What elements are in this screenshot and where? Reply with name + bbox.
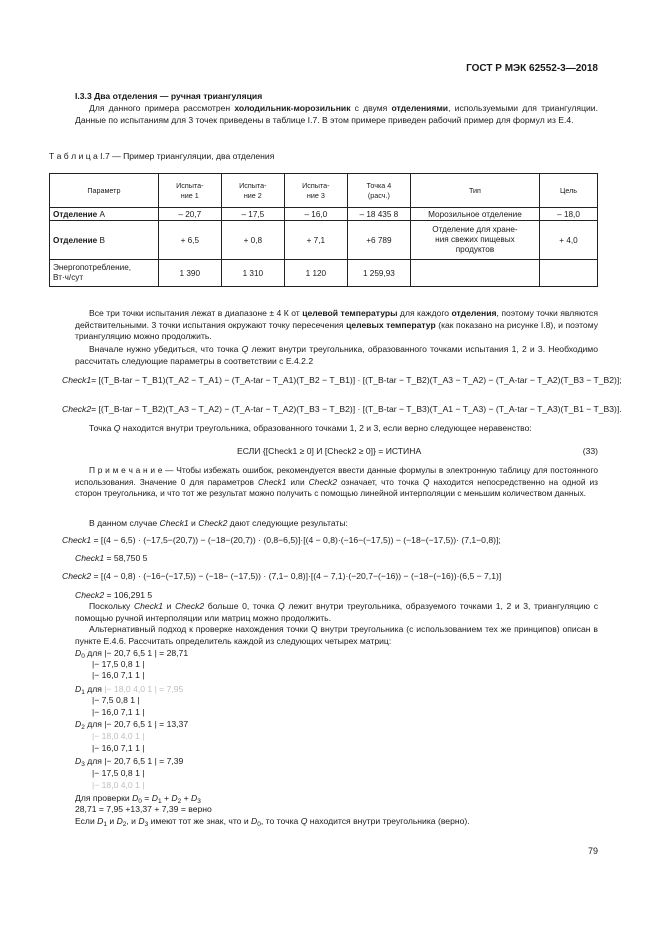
row-type: Морозильное отделение [410, 208, 539, 221]
section-title: I.3.3 Два отделения — ручная триангуляция [75, 91, 263, 101]
row-v2: 1 310 [221, 260, 284, 287]
row-v3: + 7,1 [284, 221, 347, 260]
col-header-param: Параметр [50, 174, 159, 208]
row-v2: – 17,5 [221, 208, 284, 221]
page-number: 79 [587, 846, 598, 856]
row-param: Энергопотребление, Вт·ч/сут [50, 260, 159, 287]
equation-check2: Check2= [(T_B-tar − T_B2)(T_A3 − T_A2) − (T_A-tar − T_A2)(T_B3 − T_B2)] · [(T_B-tar − T_B3)(T_A1 − T_A3) − (T_A-tar − T_A3)(T_B1 − T_B3)]. [62, 404, 622, 414]
equation-number: (33) [582, 446, 598, 456]
col-header-type: Тип [410, 174, 539, 208]
matrix-d0-row-1: $D_0$ для |− 20,7 6,5 1 | = 28,71 [75, 648, 189, 660]
col-header-target: Цель [540, 174, 598, 208]
calculation-check1: Check1 = [(4 − 6,5) · (−17,5−(20,7)) − (−18−(20,7)) · (0,8−6,5)]·[(4 − 0,8)·(−16−(−17,5)) − (−18−(−17,5))· (7,1−0,8)]; [62, 535, 501, 545]
row-v1: – 20,7 [158, 208, 221, 221]
row-v1: + 6,5 [158, 221, 221, 260]
paragraph-results-intro: В данном случае Check1 и Check2 дают следующие результаты: [89, 518, 348, 528]
data-table [49, 173, 598, 287]
paragraph-alternative: Альтернативный подход к проверке нахождения точки Q внутри треугольника (с использованием тех же принципов) описан в пункте Е.4.6. Рассчитать определитель каждой из следующих четырех матриц: [75, 624, 598, 646]
matrix-d3-row-2: |− 17,5 0,8 1 | [92, 768, 145, 778]
matrix-d0-row-2: |− 17,5 0,8 1 | [92, 659, 145, 669]
row-v2: + 0,8 [221, 221, 284, 260]
row-v1: 1 390 [158, 260, 221, 287]
row-target [540, 260, 598, 287]
col-header-point4: Точка 4 (расч.) [347, 174, 410, 208]
result-check1: Check1 = 58,750 5 [75, 553, 148, 563]
col-header-test3: Испыта- ние 3 [284, 174, 347, 208]
final-statement: Если $D_1$ и $D_2$, и $D_3$ имеют тот же знак, что и $D_0$, то точка Q находится внутри треугольника (верно). [75, 816, 470, 828]
row-target: – 18,0 [540, 208, 598, 221]
row-v3: – 16,0 [284, 208, 347, 221]
col-header-test1: Испыта- ние 1 [158, 174, 221, 208]
paragraph-conclusion: Поскольку Check1 и Check2 больше 0, точка Q лежит внутри треугольника, образуемого точками 1, 2 и 3, триангуляцию с помощью ручной интерполяции или матриц можно продолжить. [75, 601, 598, 623]
row-v3: 1 120 [284, 260, 347, 287]
matrix-d2-row-3: |− 16,0 7,1 1 | [92, 743, 145, 753]
paragraph-validity: Все три точки испытания лежат в диапазоне ± 4 К от целевой температуры для каждого отделения, поэтому точки являются действительными. 3 точки испытания окружают точку пересечения целевых температур (как показано на рисунке I.8), и поэтому триангуляцию можно продолжить. [75, 308, 599, 342]
row-type: Отделение для хране- ния свежих пищевых продуктов [410, 221, 539, 260]
matrix-d1-row-1: $D_1$ для |− 18,0 4,0 1 | = 7,95 [75, 684, 184, 696]
matrix-d1-row-3: |− 16,0 7,1 1 | [92, 707, 145, 717]
sum-verification: 28,71 = 7,95 +13,37 + 7,39 = верно [75, 804, 212, 814]
document-header: ГОСТ Р МЭК 62552-3—2018 [466, 63, 598, 74]
condition-formula: ЕСЛИ {[Check1 ≥ 0] И [Check2 ≥ 0]} = ИСТИНА [237, 446, 422, 456]
matrix-d0-row-3: |− 16,0 7,1 1 | [92, 670, 145, 680]
table-caption: Т а б л и ц а I.7 — Пример триангуляции, два отделения [49, 151, 275, 161]
row-param: Отделение B [50, 221, 159, 260]
row-v4: 1 259,93 [347, 260, 410, 287]
matrix-d2-row-2: |− 18,0 4,0 1 | [92, 731, 145, 741]
note-paragraph: П р и м е ч а н и е — Чтобы избежать ошибок, рекомендуется ввести данные формулы в электронную таблицу для постоянного использования. Значение 0 для параметров Check1 или Check2 означает, что точка Q находится непосредственно на одной из сторон треугольника, и что тот же результат можно получить с помощью линейной интерполяции с меньшим количеством данных. [75, 465, 598, 499]
check-sum-line: Для проверки $D_0 = D_1 + D_2 + D_3$ [75, 793, 201, 805]
col-header-test2: Испыта- ние 2 [221, 174, 284, 208]
table-header-row [50, 174, 598, 208]
matrix-d1-row-2: |− 7,5 0,8 1 | [92, 695, 140, 705]
result-check2: Check2 = 106,291 5 [75, 590, 153, 600]
table-row [50, 208, 598, 221]
paragraph-inequality-intro: Точка Q находится внутри треугольника, образованного точками 1, 2 и 3, если верно следующее неравенство: [89, 423, 532, 433]
calculation-check2: Check2 = [(4 − 0,8) · (−16−(−17,5)) − (−18− (−17,5)) · (7,1− 0,8)]·[(4 − 7,1)·(−20,7−(−16)) − (−18−(−16))·(6,5 − 7,1)] [62, 571, 502, 581]
intro-paragraph: Для данного примера рассмотрен холодильник-морозильник с двумя отделениями, используемыми для триангуляции. Данные по испытаниям для 3 точек приведены в таблице I.7. В этом примере приведен рабочий пример для формул из Е.4. [75, 103, 598, 125]
table-row [50, 221, 598, 260]
paragraph-check-intro: Вначале нужно убедиться, что точка Q лежит внутри треугольника, образованного точками испытания 1, 2 и 3. Необходимо рассчитать следующие параметры в соответствии с Е.4.2.2 [75, 344, 598, 366]
row-target: + 4,0 [540, 221, 598, 260]
row-param: Отделение A [50, 208, 159, 221]
equation-check1: Check1= [(T_B-tar − T_B1)(T_A2 − T_A1) − (T_A-tar − T_A1)(T_B2 − T_B1)] · [(T_B-tar − T_B2)(T_A3 − T_A2) − (T_A-tar − T_A2)(T_B3 − T_B2)]; [62, 375, 622, 385]
row-v4: +6 789 [347, 221, 410, 260]
matrix-d3-row-3: |− 18,0 4,0 1 | [92, 780, 145, 790]
matrix-d2-row-1: $D_2$ для |− 20,7 6,5 1 | = 13,37 [75, 719, 189, 731]
row-v4: – 18 435 8 [347, 208, 410, 221]
row-type [410, 260, 539, 287]
table-row [50, 260, 598, 287]
matrix-d3-row-1: $D_3$ для |− 20,7 6,5 1 | = 7,39 [75, 756, 184, 768]
